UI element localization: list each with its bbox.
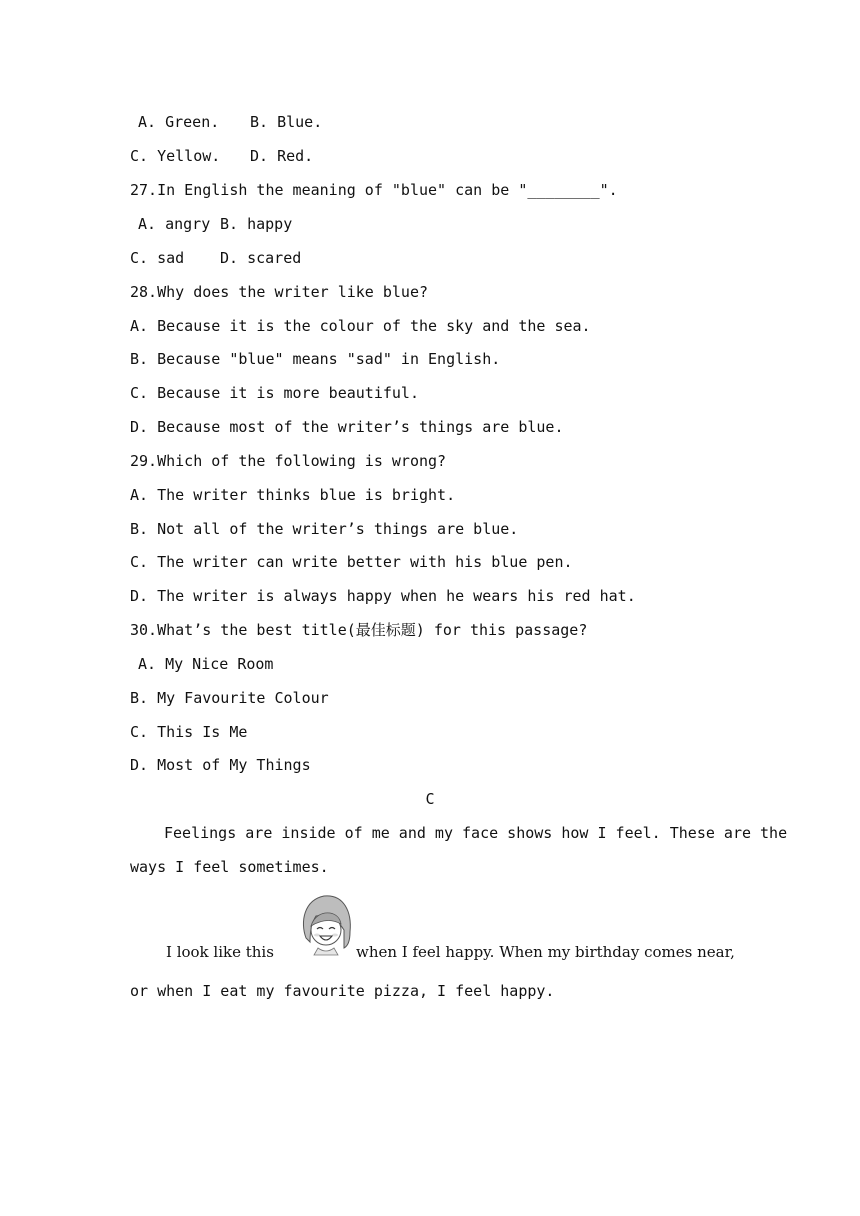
- q30-option-d: D. Most of My Things: [130, 756, 311, 774]
- q27-option-c: C. sad: [130, 249, 185, 267]
- q26-option-c: C. Yellow.: [130, 147, 221, 165]
- q30-option-c: C. This Is Me: [130, 723, 248, 741]
- q28-option-d: D. Because most of the writer’s things are blue.: [130, 418, 564, 436]
- q28-option-a: A. Because it is the colour of the sky and the sea.: [130, 317, 591, 335]
- smiling-girl-face-icon: [298, 892, 354, 956]
- q29-option-a: A. The writer thinks blue is bright.: [130, 486, 456, 504]
- q29-option-d: D. The writer is always happy when he wears his red hat.: [130, 587, 636, 605]
- q30-option-b: B. My Favourite Colour: [130, 689, 329, 707]
- section-c-para1-line1: Feelings are inside of me and my face shows how I feel. These are the: [164, 824, 788, 842]
- q26-option-a: A. Green.: [138, 113, 220, 131]
- q30-option-a: A. My Nice Room: [138, 655, 274, 673]
- q30-stem: 30.What’s the best title(最佳标题) for this passage?: [130, 621, 588, 639]
- q28-stem: 28.Why does the writer like blue?: [130, 283, 429, 301]
- q27-option-a: A. angry: [138, 215, 211, 233]
- q28-option-c: C. Because it is more beautiful.: [130, 384, 419, 402]
- section-c-para2-after: when I feel happy. When my birthday comes near,: [356, 943, 735, 961]
- q28-option-b: B. Because "blue" means "sad" in English.: [130, 350, 501, 368]
- q29-stem: 29.Which of the following is wrong?: [130, 452, 447, 470]
- section-c-heading: C: [425, 790, 435, 808]
- q29-option-c: C. The writer can write better with his blue pen.: [130, 553, 573, 571]
- q26-option-b: B. Blue.: [250, 113, 323, 131]
- section-c-para1-line2: ways I feel sometimes.: [130, 858, 329, 876]
- section-c-para2-line2: or when I eat my favourite pizza, I feel happy.: [130, 982, 555, 1000]
- q26-option-d: D. Red.: [250, 147, 314, 165]
- q29-option-b: B. Not all of the writer’s things are blue.: [130, 520, 519, 538]
- section-c-para2-before: I look like this: [166, 943, 274, 961]
- q27-option-d: D. scared: [220, 249, 302, 267]
- q27-option-b: B. happy: [220, 215, 293, 233]
- q27-stem: 27.In English the meaning of "blue" can be "________".: [130, 181, 618, 199]
